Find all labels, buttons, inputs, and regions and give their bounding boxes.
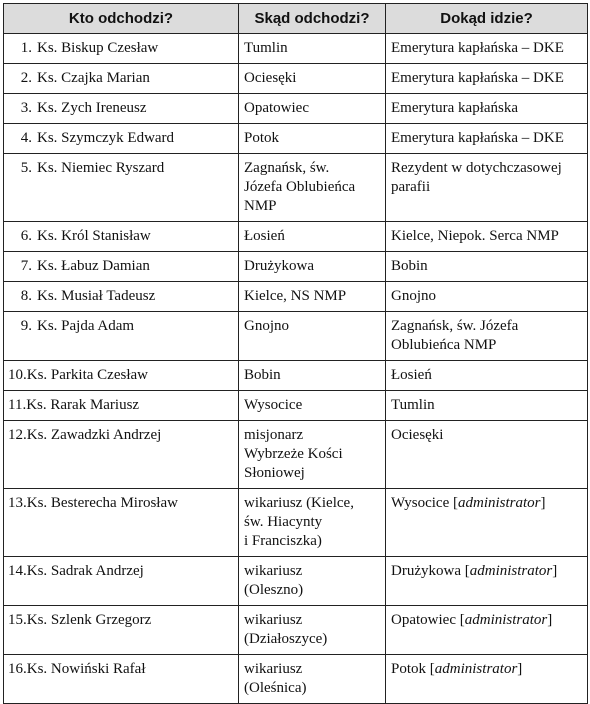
table-header [4, 4, 588, 34]
destination-cell [386, 252, 588, 282]
priest-name-cell [4, 557, 239, 606]
destination-cell [386, 64, 588, 94]
table-row [4, 489, 588, 557]
from-parish: wikariusz (Oleszno) [239, 557, 386, 606]
from-parish: misjonarz Wybrzeże Kości Słoniowej [239, 421, 386, 489]
destination-role: administrator [434, 661, 518, 677]
clergy-transfers-table [3, 3, 588, 704]
destination: Drużykowa [391, 563, 461, 579]
priest-name: Ks. Łabuz Damian [37, 258, 150, 274]
destination-role: administrator [458, 495, 541, 511]
priest-name: Ks. Niemiec Ryszard [37, 160, 165, 176]
from-parish: wikariusz (Działoszyce) [239, 606, 386, 655]
table-row [4, 655, 588, 704]
table-row [4, 391, 588, 421]
priest-name-cell [4, 282, 239, 312]
table-row [4, 64, 588, 94]
from-parish: Zagnańsk, św. Józefa Oblubieńca NMP [239, 154, 386, 222]
priest-name: Ks. Pajda Adam [37, 318, 135, 334]
priest-name-cell [4, 124, 239, 154]
row-number: 14. [8, 563, 27, 579]
priest-name-cell [4, 391, 239, 421]
header-to-where: Dokąd idzie? [386, 4, 588, 34]
table-row [4, 557, 588, 606]
table-row [4, 282, 588, 312]
priest-name: Ks. Szymczyk Edward [37, 130, 175, 146]
destination: Kielce, Niepok. Serca NMP [391, 228, 559, 244]
destination: Tumlin [391, 397, 435, 413]
table-row [4, 606, 588, 655]
row-number: 15. [8, 612, 27, 628]
destination: Łosień [391, 367, 432, 383]
priest-name-cell [4, 421, 239, 489]
priest-name-cell [4, 34, 239, 64]
priest-name-cell [4, 655, 239, 704]
from-parish: Wysocice [239, 391, 386, 421]
priest-name: Ks. Szlenk Grzegorz [26, 612, 152, 628]
destination-cell [386, 154, 588, 222]
priest-name-cell [4, 361, 239, 391]
destination-cell: Potok [administrator] [386, 655, 588, 704]
from-parish: Bobin [239, 361, 386, 391]
destination-cell [386, 34, 588, 64]
from-parish: wikariusz (Oleśnica) [239, 655, 386, 704]
destination-cell [386, 421, 588, 489]
row-number: 6. [20, 228, 32, 244]
priest-name: Ks. Nowiński Rafał [26, 661, 146, 677]
table-row [4, 154, 588, 222]
destination: Gnojno [391, 288, 436, 304]
destination-role: administrator [464, 612, 548, 628]
row-number: 13. [8, 495, 27, 511]
row-number: 8. [20, 288, 32, 304]
from-parish: Tumlin [239, 34, 386, 64]
row-number: 3. [20, 100, 32, 116]
from-parish: Gnojno [239, 312, 386, 361]
destination: Opatowiec [391, 612, 456, 628]
table-row [4, 421, 588, 489]
row-number: 2. [20, 70, 32, 86]
priest-name-cell [4, 312, 239, 361]
destination-cell [386, 361, 588, 391]
table-row [4, 94, 588, 124]
header-from-where: Skąd odchodzi? [239, 4, 386, 34]
row-number: 4. [20, 130, 32, 146]
destination: Emerytura kapłańska – DKE [391, 40, 564, 56]
destination-cell [386, 124, 588, 154]
table-row [4, 361, 588, 391]
destination: Ociesęki [391, 427, 444, 443]
table-row [4, 312, 588, 361]
from-parish: wikariusz (Kielce, św. Hiacynty i Franciszka) [239, 489, 386, 557]
priest-name: Ks. Czajka Marian [37, 70, 150, 86]
destination: Bobin [391, 258, 428, 274]
destination: Potok [391, 661, 427, 677]
destination-cell [386, 222, 588, 252]
destination-cell [386, 282, 588, 312]
row-number: 10. [8, 367, 27, 383]
priest-name: Ks. Musiał Tadeusz [37, 288, 156, 304]
destination: Zagnańsk, św. Józefa Oblubieńca NMP [391, 318, 519, 353]
destination-cell: Drużykowa [administrator] [386, 557, 588, 606]
destination-cell: Opatowiec [administrator] [386, 606, 588, 655]
row-number: 16. [8, 661, 27, 677]
from-parish: Ociesęki [239, 64, 386, 94]
destination-cell [386, 391, 588, 421]
priest-name-cell [4, 222, 239, 252]
priest-name-cell [4, 154, 239, 222]
destination: Emerytura kapłańska – DKE [391, 130, 564, 146]
destination: Rezydent w dotychczasowej parafii [391, 160, 562, 195]
destination: Wysocice [391, 495, 450, 511]
destination: Emerytura kapłańska [391, 100, 519, 116]
destination-cell: Wysocice [administrator] [386, 489, 588, 557]
header-row [4, 4, 588, 34]
destination: Emerytura kapłańska – DKE [391, 70, 564, 86]
priest-name: Ks. Zych Ireneusz [37, 100, 147, 116]
priest-name: Ks. Parkita Czesław [26, 367, 148, 383]
priest-name-cell [4, 252, 239, 282]
priest-name: Ks. Zawadzki Andrzej [26, 427, 162, 443]
from-parish: Łosień [239, 222, 386, 252]
table-row [4, 34, 588, 64]
from-parish: Opatowiec [239, 94, 386, 124]
priest-name-cell [4, 94, 239, 124]
priest-name: Ks. Sadrak Andrzej [26, 563, 144, 579]
priest-name-cell [4, 606, 239, 655]
row-number: 5. [20, 160, 32, 176]
priest-name-cell [4, 489, 239, 557]
row-number: 9. [20, 318, 32, 334]
destination-cell [386, 312, 588, 361]
from-parish: Drużykowa [239, 252, 386, 282]
row-number: 1. [20, 40, 32, 56]
destination-role: administrator [469, 563, 553, 579]
destination-cell [386, 94, 588, 124]
priest-name: Ks. Rarak Mariusz [26, 397, 140, 413]
row-number: 12. [8, 427, 27, 443]
priest-name-cell [4, 64, 239, 94]
from-parish: Kielce, NS NMP [239, 282, 386, 312]
table-body [4, 34, 588, 704]
priest-name: Ks. Biskup Czesław [37, 40, 159, 56]
priest-name: Ks. Król Stanisław [37, 228, 151, 244]
table-row [4, 124, 588, 154]
table-row [4, 222, 588, 252]
row-number: 11. [8, 397, 27, 413]
table-row [4, 252, 588, 282]
from-parish: Potok [239, 124, 386, 154]
priest-name: Ks. Besterecha Mirosław [26, 495, 178, 511]
row-number: 7. [20, 258, 32, 274]
header-who-leaves: Kto odchodzi? [4, 4, 239, 34]
